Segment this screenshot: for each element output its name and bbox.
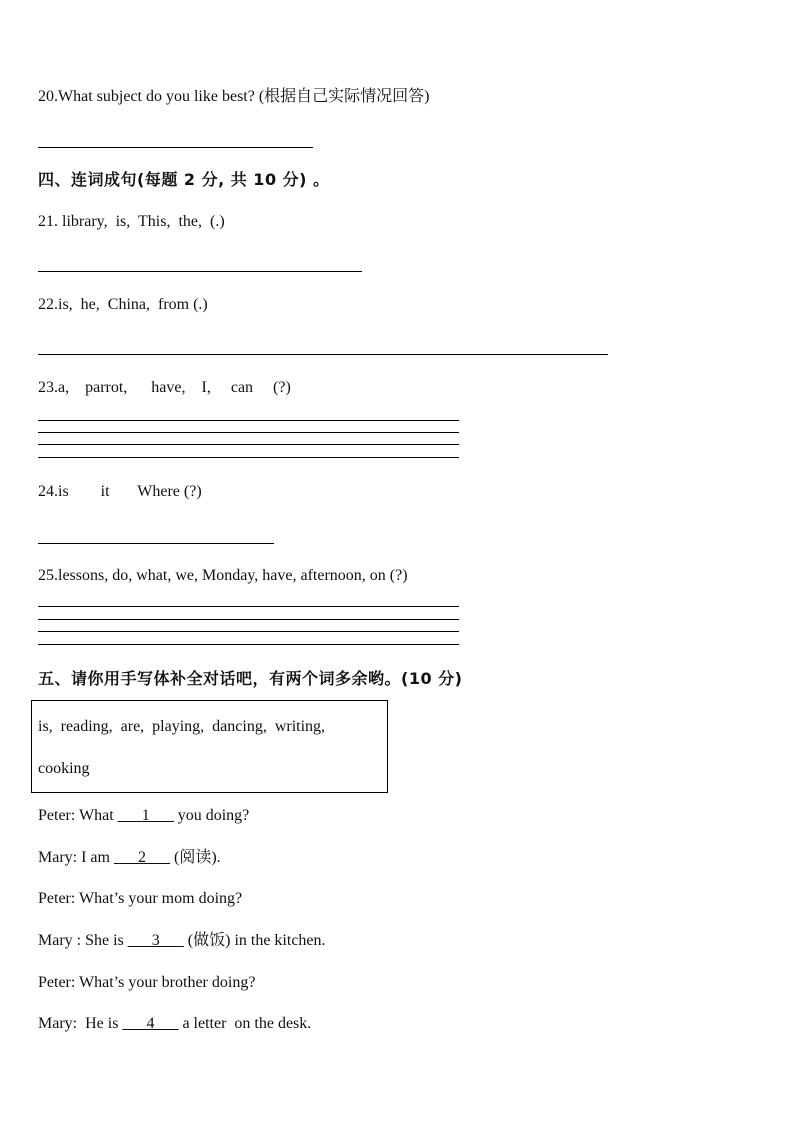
question-21: 21. library, is, This, the, (.) <box>38 213 225 230</box>
section-4-heading: 四、连词成句(每题 2 分, 共 10 分) 。 <box>38 170 330 189</box>
question-25: 25.lessons, do, what, we, Monday, have, afternoon, on (?) <box>38 567 408 584</box>
blank-3[interactable]: ___3___ <box>127 932 184 949</box>
answer-line-21[interactable] <box>38 271 362 272</box>
question-22: 22.is, he, China, from (.) <box>38 296 208 313</box>
blank-1[interactable]: ___1___ <box>117 807 174 824</box>
answer-line-25b[interactable] <box>38 619 459 620</box>
answer-line-22[interactable] <box>38 354 608 355</box>
dialogue-line-1: Peter: What ___1___ you doing? <box>38 807 250 824</box>
answer-line-23b[interactable] <box>38 432 459 433</box>
answer-line-25d[interactable] <box>38 644 459 645</box>
dialogue-line-5: Peter: What’s your brother doing? <box>38 974 256 991</box>
section-5-heading: 五、请你用手写体补全对话吧，有两个词多余哟。(10 分) <box>38 669 463 688</box>
answer-line-23c[interactable] <box>38 444 459 445</box>
word-box <box>31 700 388 793</box>
dialogue-line-4: Mary : She is ___3___ (做饭) in the kitchen. <box>38 932 326 949</box>
answer-line-23d[interactable] <box>38 457 459 458</box>
word-box-line-1: is, reading, are, playing, dancing, writing, <box>38 718 326 735</box>
answer-line-24[interactable] <box>38 543 274 544</box>
answer-line-25c[interactable] <box>38 631 459 632</box>
question-24: 24.is it Where (?) <box>38 483 202 500</box>
answer-line-25a[interactable] <box>38 606 459 607</box>
blank-2[interactable]: ___2___ <box>113 849 170 866</box>
word-box-line-2: cooking <box>38 760 90 777</box>
dialogue-line-6: Mary: He is ___4___ a letter on the desk. <box>38 1015 312 1032</box>
question-20: 20.What subject do you like best? (根据自己实际情况回答) <box>38 88 430 105</box>
question-23: 23.a, parrot, have, I, can (?) <box>38 379 291 396</box>
blank-4[interactable]: ___4___ <box>122 1015 179 1032</box>
dialogue-line-3: Peter: What’s your mom doing? <box>38 890 243 907</box>
answer-line-20[interactable] <box>38 147 313 148</box>
answer-line-23a[interactable] <box>38 420 459 421</box>
dialogue-line-2: Mary: I am ___2___ (阅读). <box>38 849 221 866</box>
